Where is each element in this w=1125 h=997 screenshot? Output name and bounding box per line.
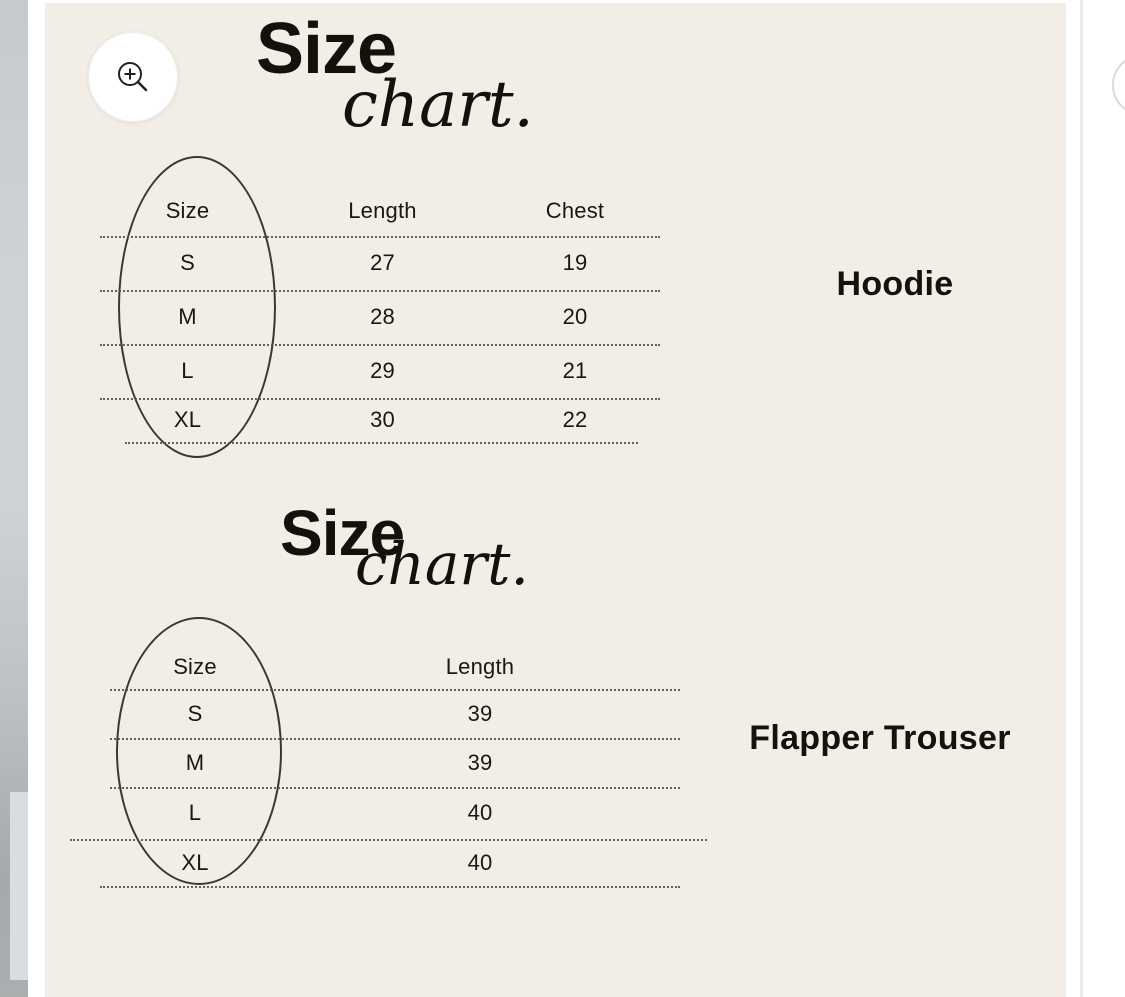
table-header-row	[100, 185, 660, 236]
hoodie-size-table	[100, 185, 660, 442]
size-cell: L	[181, 358, 194, 383]
table-row	[110, 839, 680, 886]
column-header-size: Size	[173, 653, 217, 679]
dotted-row-divider	[100, 886, 680, 888]
size-cell: M	[185, 749, 205, 775]
column-header-length: Length	[445, 653, 515, 679]
table-row	[100, 344, 660, 398]
size-cell: XL	[173, 407, 202, 432]
table-row	[100, 236, 660, 290]
column-header-length: Length	[348, 197, 417, 223]
column-header-chest: Chest	[545, 197, 605, 223]
product-label-flapper-trouser: Flapper Trouser	[749, 719, 1011, 757]
table-row	[100, 290, 660, 344]
size-chart-image[interactable]	[45, 3, 1066, 997]
dotted-row-divider	[110, 787, 680, 789]
value-cell: 39	[467, 749, 493, 775]
size-chart-title-script: chart.	[342, 68, 534, 142]
previous-carousel-image-edge	[0, 0, 28, 997]
value-cell: 28	[370, 304, 395, 329]
size-cell: M	[178, 304, 197, 329]
column-header-size: Size	[165, 197, 210, 223]
size-chart-title-script: chart.	[355, 530, 529, 598]
dotted-row-divider	[70, 839, 707, 841]
value-cell: 20	[562, 304, 588, 329]
previous-image-highlight	[10, 792, 28, 980]
value-cell: 27	[370, 250, 395, 275]
value-cell: 22	[562, 407, 588, 432]
table-row	[110, 738, 680, 787]
product-label-hoodie: Hoodie	[836, 265, 954, 303]
size-cell: S	[187, 700, 203, 726]
value-cell: 40	[467, 849, 493, 875]
dotted-row-divider	[125, 442, 638, 444]
size-chart-title-main: Size	[280, 497, 405, 569]
dotted-row-divider	[110, 738, 680, 740]
table-header-row	[110, 644, 680, 689]
size-cell: XL	[181, 849, 209, 875]
size-cell: S	[180, 250, 195, 275]
value-cell: 21	[562, 358, 588, 383]
dotted-row-divider	[110, 689, 680, 691]
size-cell: L	[188, 800, 202, 825]
value-cell: 40	[467, 800, 493, 825]
carousel-next-button[interactable]	[1112, 54, 1125, 116]
flapper-trouser-size-table	[110, 644, 680, 886]
value-cell: 29	[370, 358, 395, 383]
zoom-in-button[interactable]	[88, 32, 178, 122]
dotted-row-divider	[100, 344, 660, 346]
table-row	[110, 689, 680, 738]
dotted-row-divider	[100, 290, 660, 292]
page-edge-divider	[1080, 0, 1083, 997]
dotted-row-divider	[100, 398, 660, 400]
table-row	[100, 398, 660, 442]
dotted-row-divider	[100, 236, 660, 238]
value-cell: 39	[467, 700, 493, 726]
table-row	[110, 787, 680, 839]
value-cell: 19	[562, 250, 588, 275]
value-cell: 30	[370, 407, 395, 432]
zoom-in-icon	[113, 57, 153, 97]
size-chart-title-main: Size	[256, 9, 397, 89]
